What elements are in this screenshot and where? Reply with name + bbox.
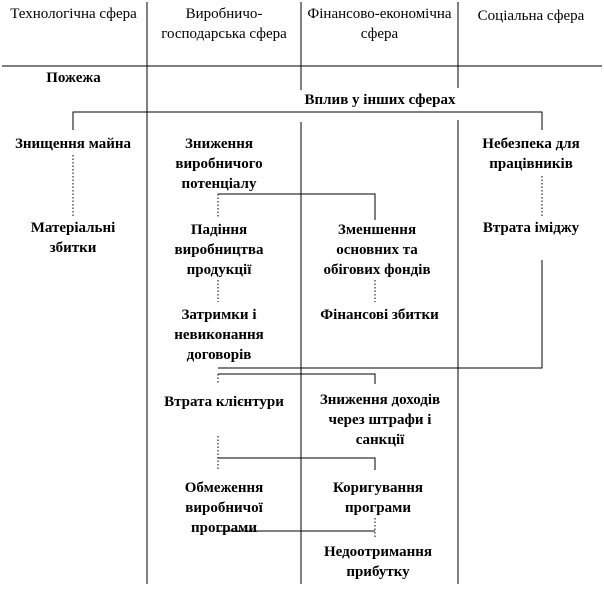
header-soc: Соціальна сфера bbox=[477, 8, 585, 24]
node-influence: Вплив у інших сферах bbox=[270, 90, 490, 110]
dotted-arrows bbox=[73, 155, 542, 538]
income-to-program-link bbox=[218, 458, 375, 470]
node-potential-drop: Зниження виробничого потенціалу bbox=[175, 136, 263, 192]
node-program-adjust: Коригування програми bbox=[333, 480, 423, 516]
node-material-losses: Матеріальні збитки bbox=[30, 220, 116, 256]
delays-to-income-link bbox=[218, 374, 375, 384]
potential-to-funds-link bbox=[218, 194, 375, 220]
header-tech: Технологічна сфера bbox=[10, 6, 137, 22]
node-image-loss: Втрата іміджу bbox=[482, 220, 580, 236]
header-fin: Фінансово-економічна сфера bbox=[307, 6, 452, 42]
influence-bracket bbox=[73, 112, 542, 130]
node-client-loss: Втрата клієнтури bbox=[164, 394, 284, 410]
header-prod: Виробничо-господарська сфера bbox=[161, 6, 287, 42]
node-delays: Затримки і невиконання договорів bbox=[174, 307, 264, 363]
node-financial-losses: Фінансові збитки bbox=[320, 307, 439, 323]
node-output-drop: Падіння виробництва продукції bbox=[174, 222, 264, 278]
node-fire: Пожежа bbox=[46, 70, 101, 86]
node-profit-loss: Недоотримання прибутку bbox=[323, 544, 433, 580]
node-income-drop: Зниження доходів через штрафи і санкції bbox=[319, 392, 441, 448]
node-funds-drop: Зменшення основних та обігових фондів bbox=[323, 222, 431, 278]
node-program-limits: Обмеження виробничої програми bbox=[184, 480, 264, 536]
node-worker-danger: Небезпека для працівників bbox=[482, 136, 580, 172]
node-destruction: Знищення майна bbox=[14, 136, 132, 152]
